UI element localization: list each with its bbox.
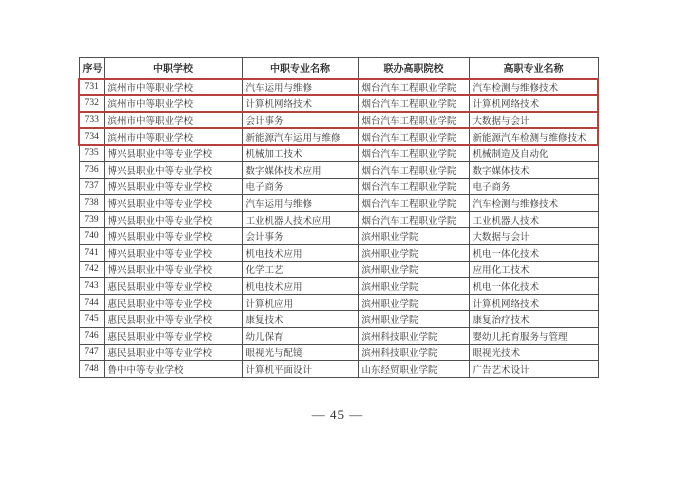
cell-secondary-school: 惠民县职业中等专业学校 — [104, 327, 242, 344]
cell-secondary-major: 幼儿保育 — [242, 327, 358, 344]
cell-partner-college: 烟台汽车工程职业学院 — [358, 79, 469, 96]
cell-partner-college: 烟台汽车工程职业学院 — [358, 112, 469, 129]
cell-secondary-major: 电子商务 — [242, 178, 358, 195]
cell-secondary-major: 工业机器人技术应用 — [242, 211, 358, 228]
cell-higher-major: 新能源汽车检测与维修技术 — [469, 128, 598, 145]
cell-partner-college: 烟台汽车工程职业学院 — [358, 95, 469, 112]
cell-higher-major: 眼视光技术 — [469, 344, 598, 361]
cell-secondary-school: 博兴县职业中等专业学校 — [104, 244, 242, 261]
col-header-partner-college: 联办高职院校 — [358, 58, 469, 79]
cell-secondary-school: 滨州市中等职业学校 — [104, 79, 242, 96]
cell-partner-college: 烟台汽车工程职业学院 — [358, 211, 469, 228]
table-row — [79, 344, 598, 361]
cell-higher-major: 汽车检测与维修技术 — [469, 195, 598, 212]
cell-secondary-major: 机电技术应用 — [242, 278, 358, 295]
cell-secondary-school: 惠民县职业中等专业学校 — [104, 278, 242, 295]
cell-partner-college: 滨州职业学院 — [358, 311, 469, 328]
cell-partner-college: 滨州职业学院 — [358, 261, 469, 278]
cell-secondary-major: 计算机应用 — [242, 294, 358, 311]
cell-seq: 735 — [79, 145, 104, 162]
cell-secondary-major: 康复技术 — [242, 311, 358, 328]
table-row — [79, 145, 598, 162]
cell-secondary-school: 惠民县职业中等专业学校 — [104, 344, 242, 361]
table-row — [79, 261, 598, 278]
table-row — [79, 112, 598, 129]
cell-secondary-school: 滨州市中等职业学校 — [104, 112, 242, 129]
cell-seq: 734 — [79, 128, 104, 145]
school-major-table — [78, 57, 599, 378]
cell-partner-college: 滨州职业学院 — [358, 278, 469, 295]
table-row — [79, 228, 598, 245]
cell-secondary-major: 化学工艺 — [242, 261, 358, 278]
col-header-seq: 序号 — [79, 58, 104, 79]
cell-partner-college: 烟台汽车工程职业学院 — [358, 128, 469, 145]
table-row — [79, 178, 598, 195]
cell-secondary-major: 新能源汽车运用与维修 — [242, 128, 358, 145]
cell-seq: 745 — [79, 311, 104, 328]
cell-seq: 742 — [79, 261, 104, 278]
cell-secondary-school: 滨州市中等职业学校 — [104, 128, 242, 145]
table-row — [79, 195, 598, 212]
cell-higher-major: 广告艺术设计 — [469, 361, 598, 378]
cell-seq: 732 — [79, 95, 104, 112]
cell-secondary-major: 会计事务 — [242, 228, 358, 245]
cell-secondary-major: 机械加工技术 — [242, 145, 358, 162]
cell-partner-college: 烟台汽车工程职业学院 — [358, 178, 469, 195]
cell-partner-college: 滨州科技职业学院 — [358, 344, 469, 361]
cell-secondary-school: 滨州市中等职业学校 — [104, 95, 242, 112]
page-number: — 45 — — [311, 407, 364, 422]
cell-secondary-major: 机电技术应用 — [242, 244, 358, 261]
cell-seq: 743 — [79, 278, 104, 295]
cell-seq: 733 — [79, 112, 104, 129]
cell-partner-college: 山东经贸职业学院 — [358, 361, 469, 378]
cell-partner-college: 烟台汽车工程职业学院 — [358, 195, 469, 212]
table-row — [79, 327, 598, 344]
cell-secondary-school: 惠民县职业中等专业学校 — [104, 311, 242, 328]
cell-secondary-school: 惠民县职业中等专业学校 — [104, 294, 242, 311]
cell-higher-major: 机电一体化技术 — [469, 244, 598, 261]
cell-higher-major: 应用化工技术 — [469, 261, 598, 278]
table-row — [79, 361, 598, 378]
cell-secondary-school: 博兴县职业中等专业学校 — [104, 161, 242, 178]
col-header-secondary-major: 中职专业名称 — [242, 58, 358, 79]
cell-seq: 748 — [79, 361, 104, 378]
cell-higher-major: 计算机网络技术 — [469, 294, 598, 311]
cell-seq: 737 — [79, 178, 104, 195]
cell-higher-major: 婴幼儿托育服务与管理 — [469, 327, 598, 344]
cell-secondary-school: 博兴县职业中等专业学校 — [104, 145, 242, 162]
cell-seq: 731 — [79, 79, 104, 96]
cell-higher-major: 计算机网络技术 — [469, 95, 598, 112]
cell-higher-major: 机械制造及自动化 — [469, 145, 598, 162]
cell-higher-major: 大数据与会计 — [469, 228, 598, 245]
cell-seq: 736 — [79, 161, 104, 178]
cell-secondary-major: 汽车运用与维修 — [242, 79, 358, 96]
cell-secondary-major: 数字媒体技术应用 — [242, 161, 358, 178]
cell-secondary-school: 博兴县职业中等专业学校 — [104, 195, 242, 212]
table-row — [79, 311, 598, 328]
cell-higher-major: 大数据与会计 — [469, 112, 598, 129]
table-row — [79, 79, 598, 96]
cell-higher-major: 电子商务 — [469, 178, 598, 195]
cell-secondary-school: 鲁中中等专业学校 — [104, 361, 242, 378]
table-row — [79, 278, 598, 295]
table-row — [79, 128, 598, 145]
cell-seq: 744 — [79, 294, 104, 311]
table-row — [79, 211, 598, 228]
table-row — [79, 294, 598, 311]
cell-partner-college: 滨州科技职业学院 — [358, 327, 469, 344]
cell-secondary-major: 计算机平面设计 — [242, 361, 358, 378]
cell-partner-college: 烟台汽车工程职业学院 — [358, 145, 469, 162]
table-header-row — [79, 58, 598, 79]
table-row — [79, 244, 598, 261]
col-header-secondary-school: 中职学校 — [104, 58, 242, 79]
cell-secondary-major: 汽车运用与维修 — [242, 195, 358, 212]
cell-secondary-school: 博兴县职业中等专业学校 — [104, 211, 242, 228]
col-header-higher-major: 高职专业名称 — [469, 58, 598, 79]
cell-seq: 741 — [79, 244, 104, 261]
cell-partner-college: 烟台汽车工程职业学院 — [358, 161, 469, 178]
cell-higher-major: 机电一体化技术 — [469, 278, 598, 295]
cell-higher-major: 工业机器人技术 — [469, 211, 598, 228]
cell-partner-college: 滨州职业学院 — [358, 294, 469, 311]
cell-secondary-major: 计算机网络技术 — [242, 95, 358, 112]
cell-seq: 739 — [79, 211, 104, 228]
cell-seq: 740 — [79, 228, 104, 245]
table-row — [79, 161, 598, 178]
cell-higher-major: 汽车检测与维修技术 — [469, 79, 598, 96]
cell-higher-major: 康复治疗技术 — [469, 311, 598, 328]
cell-higher-major: 数字媒体技术 — [469, 161, 598, 178]
cell-seq: 747 — [79, 344, 104, 361]
cell-seq: 746 — [79, 327, 104, 344]
cell-secondary-school: 博兴县职业中等专业学校 — [104, 178, 242, 195]
cell-secondary-major: 会计事务 — [242, 112, 358, 129]
cell-secondary-school: 博兴县职业中等专业学校 — [104, 261, 242, 278]
cell-partner-college: 滨州职业学院 — [358, 228, 469, 245]
cell-secondary-school: 博兴县职业中等专业学校 — [104, 228, 242, 245]
cell-seq: 738 — [79, 195, 104, 212]
cell-partner-college: 滨州职业学院 — [358, 244, 469, 261]
cell-secondary-major: 眼视光与配镜 — [242, 344, 358, 361]
table-row — [79, 95, 598, 112]
